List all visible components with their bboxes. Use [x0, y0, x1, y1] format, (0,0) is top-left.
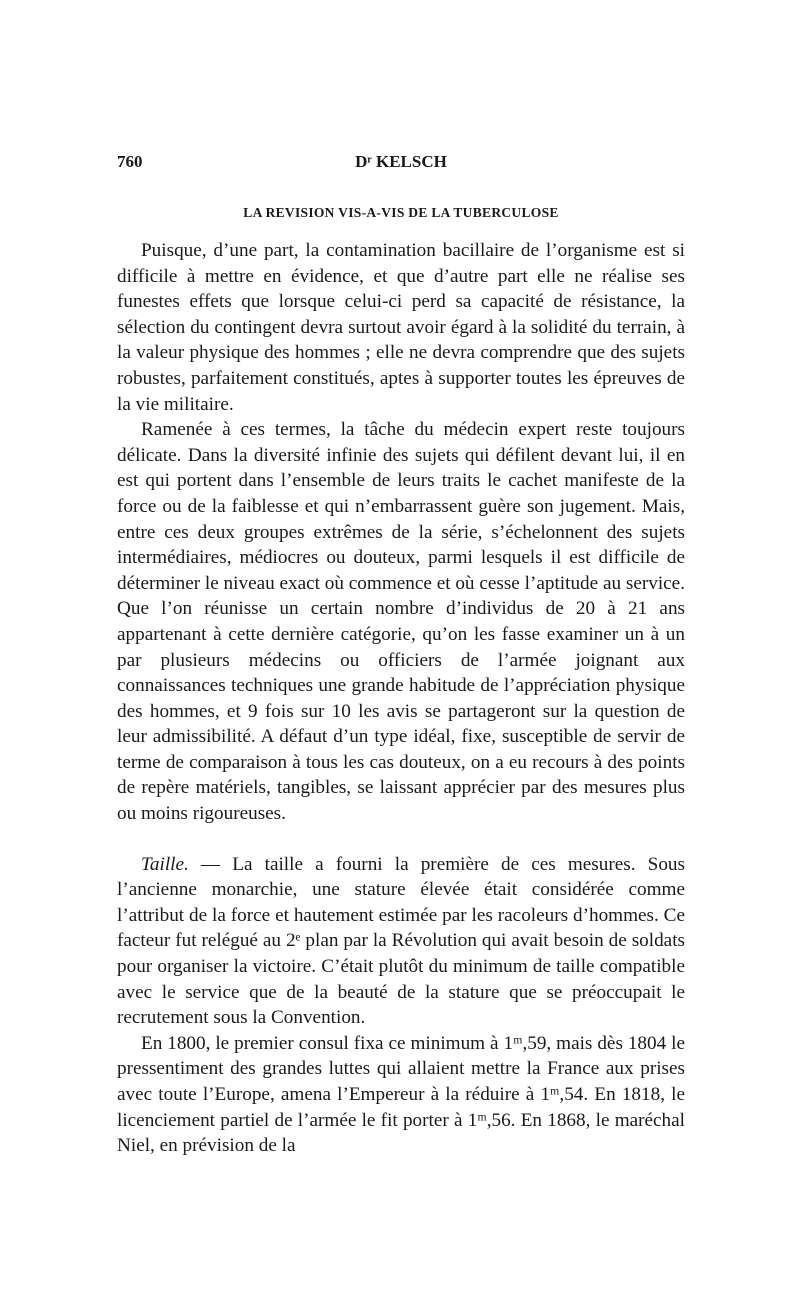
body-text — [117, 238, 685, 1159]
running-title: Dʳ KELSCH — [355, 152, 447, 171]
page-number: 760 — [117, 152, 143, 171]
paragraph: Puisque, d’une part, la contamination bacillaire de l’organisme est si difficile à mettre en évidence, et que d’autre part elle ne réalise ses funestes effets que lorsque celui-ci perd sa capacité de résistance, la sélection du contingent devra surtout avoir égard à la solidité du terrain, à la valeur physique des hommes ; elle ne devra comprendre que des sujets robustes, parfaitement constitués, aptes à supporter toutes les épreuves de la vie militaire. — [117, 240, 685, 415]
paragraph-taille — [117, 852, 685, 1031]
section-title: LA REVISION VIS-A-VIS DE LA TUBERCULOSE — [243, 205, 559, 220]
paragraph-text: — La taille a fourni la première de ces mesures. Sous l’ancienne monarchie, une stature élevée était considérée comme l’attribut de la force et hautement estimée par les racoleurs d’hommes. Ce facteur fut relégué au 2ᵉ plan par la Révolution qui avait besoin de soldats pour organiser la victoire. C’était plutôt du minimum de taille compatible avec le service que de la beauté de la stature que se préoccupait le recrutement sous la Convention. — [117, 853, 685, 1029]
running-head — [117, 152, 685, 176]
paragraph: Ramenée à ces termes, la tâche du médecin expert reste toujours délicate. Dans la diversité infinie des sujets qui défilent devant lui, il en est qui portent dans l’ensemble de leurs traits le cachet manifeste de la force ou de la faiblesse et qui n’embarrassent guère son jugement. Mais, entre ces deux groupes extrêmes de la série, s’échelonnent des sujets intermédiaires, médiocres ou douteux, parmi lesquels il est difficile de déterminer le niveau exact où commence et où cesse l’aptitude au service. Que l’on réunisse un certain nombre d’individus de 20 à 21 ans appartenant à cette dernière catégorie, qu’on les fasse examiner un à un par plusieurs médecins ou officiers de l’armée joignant aux connaissances techniques une grande habitude de l’appréciation physique des hommes, et 9 fois sur 10 les avis se partageront sur la question de leur admissibilité. A défaut d’un type idéal, fixe, susceptible de servir de terme de comparaison à tous les cas douteux, on a eu recours à des points de repère matériels, tangibles, se laissant apprécier par des mesures plus ou moins rigoureuses. — [117, 419, 685, 825]
paragraph: En 1800, le premier consul fixa ce minimum à 1ᵐ,59, mais dès 1804 le pressentiment des grandes luttes qui allaient mettre la France aux prises avec toute l’Europe, amena l’Empereur à la réduire à 1ᵐ,54. En 1818, le licenciement partiel de l’armée le fit porter à 1ᵐ,56. En 1868, le maréchal Niel, en prévision de la — [117, 1032, 685, 1157]
paragraph-label: Taille. — [141, 853, 189, 875]
